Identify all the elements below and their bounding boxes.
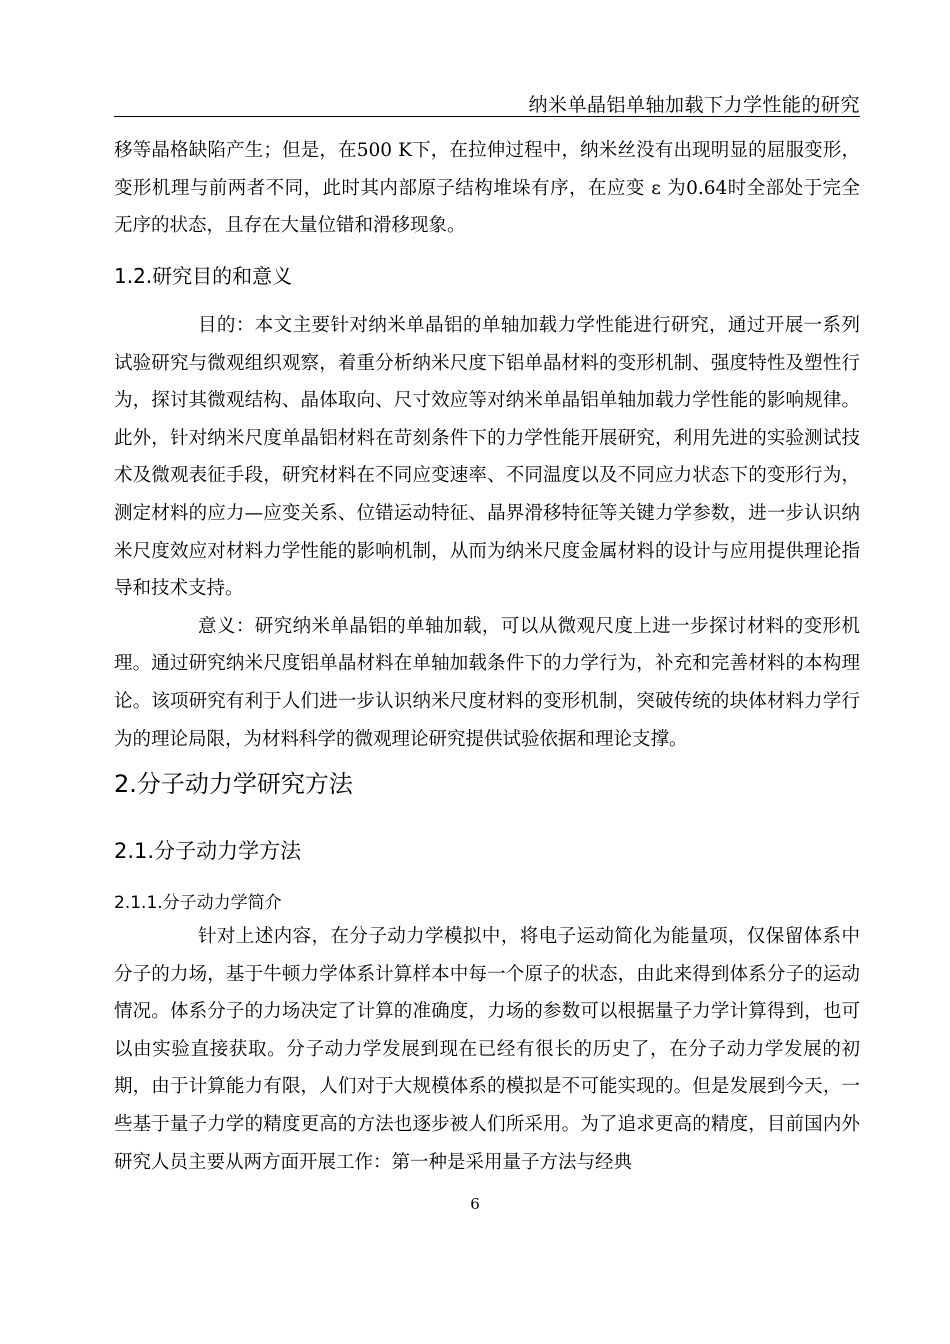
chapter-heading-2: 2.分子动力学研究方法 bbox=[114, 770, 353, 798]
significance-paragraph: 意义：研究纳米单晶铝的单轴加载，可以从微观尺度上进一步探讨材料的变形机理。通过研究纳米尺度铝单晶材料在单轴加载条件下的力学行为，补充和完善材料的本构理论。该项研究有利于人们进一步认识纳米尺度材料的变形机制，突破传统的块体材料力学行为的理论局限，为材料科学的微观理论研究提供试验依据和理论支撑。 bbox=[114, 615, 860, 750]
section-heading-2-1: 2.1.分子动力学方法 bbox=[114, 839, 302, 863]
header-divider bbox=[114, 116, 860, 117]
subsection-heading-2-1-1: 2.1.1.分子动力学简介 bbox=[114, 893, 282, 913]
md-intro-paragraph: 针对上述内容，在分子动力学模拟中，将电子运动简化为能量项，仅保留体系中分子的力场，基于牛顿力学体系计算样本中每一个原子的状态，由此来得到体系分子的运动情况。体系分子的力场决定了计算的准确度，力场的参数可以根据量子力学计算得到，也可以由实验直接获取。分子动力学发展到现在已经有很长的历史了，在分子动力学发展的初期，由于计算能力有限，人们对于大规模体系的模拟是不可能实现的。但是发展到今天，一些基于量子力学的精度更高的方法也逐步被人们所采用。为了追求更高的精度，目前国内外研究人员主要从两方面开展工作：第一种是采用量子方法与经典 bbox=[114, 926, 860, 1173]
section-1-2-body bbox=[114, 307, 860, 758]
section-heading-1-2: 1.2.研究目的和意义 bbox=[114, 264, 293, 288]
section-2-1-1-body bbox=[114, 918, 860, 1181]
continuation-paragraph: 移等晶格缺陷产生；但是，在500 K下，在拉伸过程中，纳米丝没有出现明显的屈服变形，变形机理与前两者不同，此时其内部原子结构堆垛有序，在应变 ε 为0.64时全部处于完全无序的状态，且存在大量位错和滑移现象。 bbox=[114, 140, 860, 237]
page-number: 6 bbox=[470, 1195, 480, 1213]
running-header: 纳米单晶铝单轴加载下力学性能的研究 bbox=[528, 94, 860, 116]
continuation-block bbox=[114, 132, 860, 245]
purpose-paragraph: 目的：本文主要针对纳米单晶铝的单轴加载力学性能进行研究，通过开展一系列试验研究与微观组织观察，着重分析纳米尺度下铝单晶材料的变形机制、强度特性及塑性行为，探讨其微观结构、晶体取向、尺寸效应等对纳米单晶铝单轴加载力学性能的影响规律。此外，针对纳米尺度单晶铝材料在苛刻条件下的力学性能开展研究，利用先进的实验测试技术及微观表征手段，研究材料在不同应变速率、不同温度以及不同应力状态下的变形行为，测定材料的应力—应变关系、位错运动特征、晶界滑移特征等关键力学参数，进一步认识纳米尺度效应对材料力学性能的影响机制，从而为纳米尺度金属材料的设计与应用提供理论指导和技术支持。 bbox=[114, 315, 860, 600]
